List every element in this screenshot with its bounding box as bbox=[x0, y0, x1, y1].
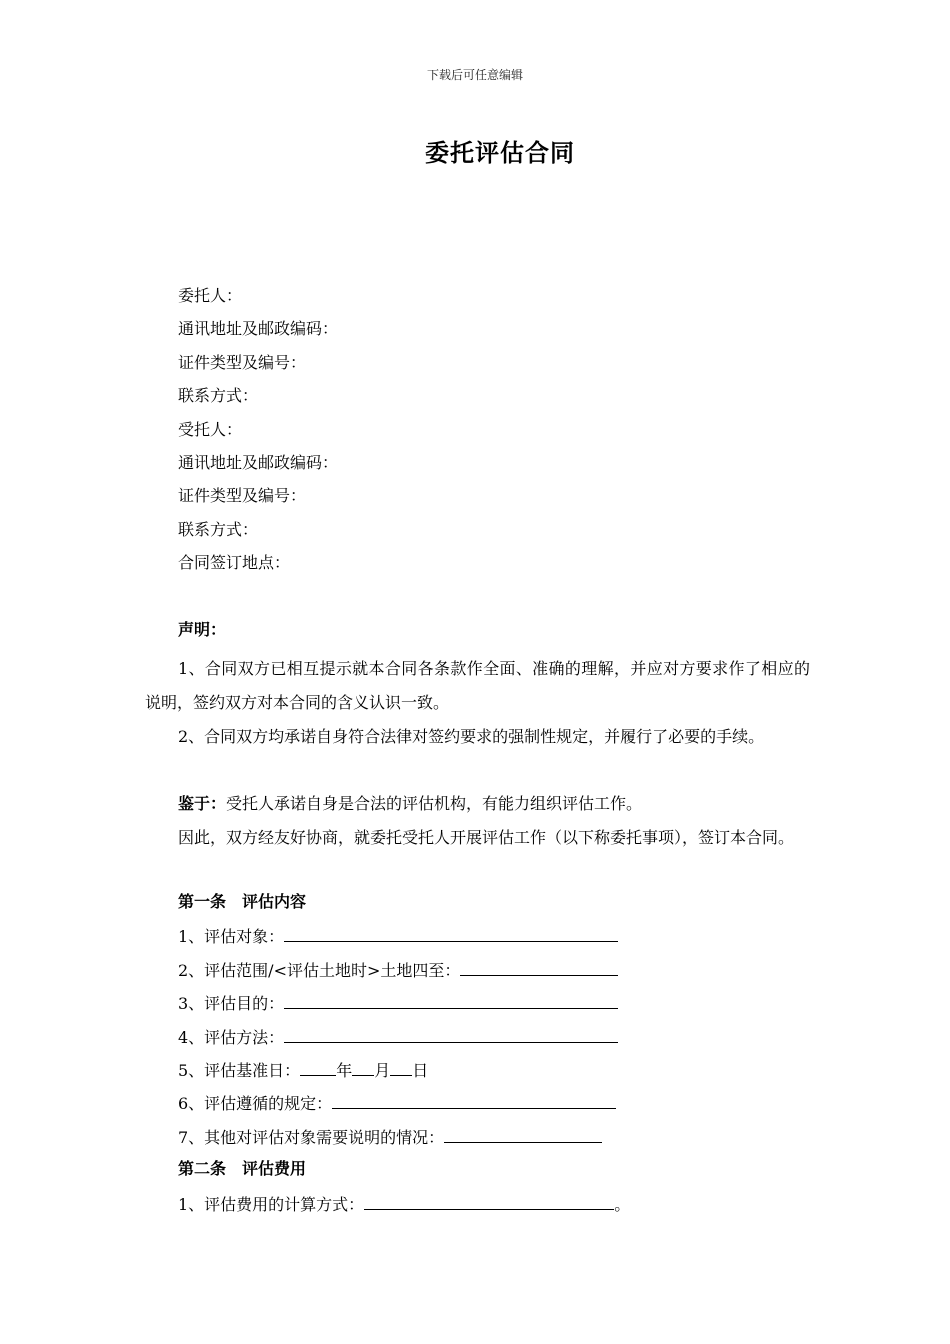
blank-line bbox=[332, 1090, 616, 1109]
field-signing-place: 合同签订地点： bbox=[178, 553, 291, 573]
whereas-paragraph bbox=[145, 787, 810, 821]
whereas-section bbox=[145, 787, 810, 855]
article-2-item-fee-calc bbox=[178, 1191, 818, 1224]
article-1-item-scope bbox=[178, 957, 818, 990]
item-label: 7、其他对评估对象需要说明的情况： bbox=[178, 1127, 445, 1147]
whereas-label: 鉴于： bbox=[178, 794, 227, 813]
whereas-text: 受托人承诺自身是合法的评估机构，有能力组织评估工作。 bbox=[226, 794, 643, 813]
field-principal: 委托人： bbox=[178, 286, 243, 305]
article-1-number: 第一条 bbox=[178, 892, 227, 911]
article-2-number: 第二条 bbox=[178, 1159, 227, 1179]
article-2-heading bbox=[178, 1157, 818, 1190]
article-1-item-method bbox=[178, 1024, 818, 1057]
article-1-item-purpose bbox=[178, 990, 818, 1023]
article-1-item-object bbox=[178, 923, 818, 956]
day-label: 日 bbox=[412, 1060, 429, 1080]
article-1-title: 评估内容 bbox=[242, 892, 307, 911]
field-agent-id: 证件类型及编号： bbox=[178, 486, 307, 506]
field-agent: 受托人： bbox=[178, 419, 243, 439]
field-agent-address: 通讯地址及邮政编码： bbox=[178, 452, 339, 472]
item-label: 3、评估目的： bbox=[178, 994, 285, 1014]
blank-line bbox=[284, 1024, 618, 1043]
blank-line bbox=[460, 957, 618, 976]
item-end-punct: 。 bbox=[614, 1194, 631, 1214]
article-1-item-rules bbox=[178, 1090, 818, 1123]
blank-line bbox=[284, 923, 618, 942]
declaration-item-2: 2、合同双方均承诺自身符合法律对签约要求的强制性规定，并履行了必要的手续。 bbox=[178, 727, 765, 746]
field-principal-contact: 联系方式： bbox=[178, 386, 259, 406]
field-agent-contact: 联系方式： bbox=[178, 519, 259, 539]
blank-line bbox=[300, 1057, 336, 1076]
article-2-title: 评估费用 bbox=[242, 1159, 307, 1179]
year-label: 年 bbox=[336, 1060, 353, 1080]
declaration-heading: 声明： bbox=[178, 620, 227, 639]
blank-line bbox=[364, 1191, 614, 1210]
item-label: 4、评估方法： bbox=[178, 1027, 285, 1047]
blank-line bbox=[444, 1124, 602, 1143]
declaration-section bbox=[145, 618, 810, 754]
item-label: 6、评估遵循的规定： bbox=[178, 1094, 333, 1114]
declaration-item-1: 1、合同双方已相互提示就本合同各条款作全面、准确的理解，并应对方要求作了相应的说明，签约双方对本合同的含义认识一致。 bbox=[145, 659, 810, 712]
field-principal-id: 证件类型及编号： bbox=[178, 352, 307, 372]
field-principal-address: 通讯地址及邮政编码： bbox=[178, 319, 339, 339]
item-label: 5、评估基准日： bbox=[178, 1060, 301, 1080]
item-label: 1、评估对象： bbox=[178, 927, 285, 947]
document-title: 委托评估合同 bbox=[425, 138, 575, 167]
article-1-heading bbox=[178, 890, 818, 923]
item-label: 1、评估费用的计算方式： bbox=[178, 1194, 365, 1214]
article-1-item-base-date bbox=[178, 1057, 818, 1090]
blank-line bbox=[284, 990, 618, 1009]
header-note: 下载后可任意编辑 bbox=[426, 68, 523, 82]
item-label: 2、评估范围/<评估土地时>土地四至： bbox=[178, 960, 461, 980]
article-1 bbox=[178, 890, 818, 1224]
month-label: 月 bbox=[374, 1060, 391, 1080]
blank-line bbox=[352, 1057, 374, 1076]
article-1-item-other bbox=[178, 1124, 818, 1157]
party-info-list bbox=[178, 284, 818, 585]
blank-line bbox=[390, 1057, 412, 1076]
therefore-paragraph: 因此，双方经友好协商，就委托受托人开展评估工作（以下称委托事项），签订本合同。 bbox=[178, 828, 795, 847]
